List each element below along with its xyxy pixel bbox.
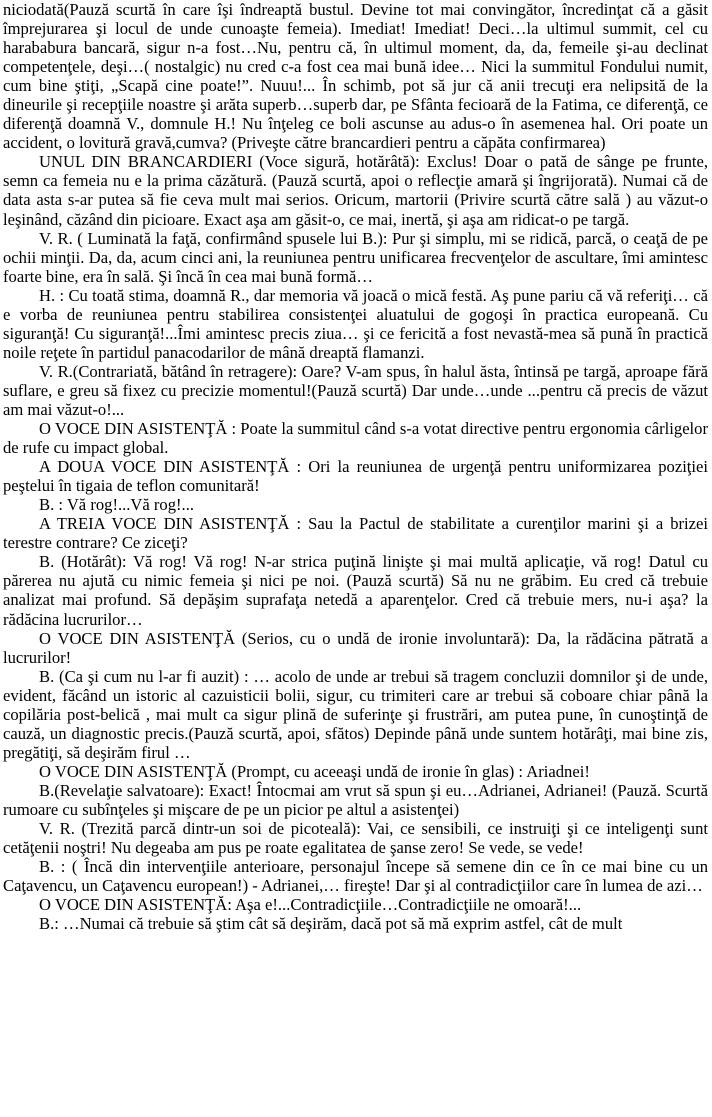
paragraph: O VOCE DIN ASISTENŢĂ (Prompt, cu aceeaşi undă de ironie în glas) : Ariadnei! — [39, 761, 590, 781]
paragraph: B. (Hotărât): Vă rog! Vă rog! N-ar strica puţină linişte şi mai multă aplicaţie, vă rog! Datul cu părerea nu ajută cu nimic femeia şi nici pe noi. (Pauză scurtă) Să nu ne grăbim. Eu cred că trebuie analizat mai profund. Să depăşim suprafaţa netedă a aparenţelor. Cred că trebuie mers, nu-i aşa? la rădăcina lucrurilor… — [3, 552, 708, 629]
paragraph: V. R. ( Luminată la faţă, confirmând spusele lui B.): Pur şi simplu, mi se ridică, parcă, o ceaţă de pe ochii minţii. Da, da, acum cinci ani, la reuniunea pentru unificarea frecvenţelor de ascultare, îmi amintesc foarte bine, era în sală. Şi încă în cea mai bună formă… — [3, 228, 708, 286]
paragraph: O VOCE DIN ASISTENŢĂ : Poate la summitul când s-a votat directive pentru ergonomia cârligelor de rufe cu impact global. — [3, 419, 708, 458]
paragraph: O VOCE DIN ASISTENŢĂ: Aşa e!...Contradicţiile…Contradicţiile ne omoară!... — [39, 895, 582, 915]
paragraph: A DOUA VOCE DIN ASISTENŢĂ : Ori la reuniunea de urgenţă pentru uniformizarea poziţiei peştelui în tigaia de teflon comunitară! — [3, 457, 708, 496]
paragraph: B. : Vă rog!...Vă rog!... — [39, 495, 194, 515]
paragraph: V. R. (Trezită parcă dintr-un soi de picoteală): Vai, ce sensibili, ce instruiţi şi ce inteligenţi sunt cetăţenii noştri! Nu degeaba am pus pe roate egalitatea de şanse zero! Se vede, se vede! — [3, 819, 708, 858]
paragraph: O VOCE DIN ASISTENŢĂ (Serios, cu o undă de ironie involuntară): Da, la rădăcina pătrată a lucrurilor! — [3, 628, 708, 667]
paragraph: B. : ( Încă din intervenţiile anterioare, personajul începe să semene din ce în ce mai bine cu un Caţavencu, un Caţavencu european!) - Adrianei,… fireşte! Dar şi al contradicţiilor care în lumea de azi… — [3, 857, 708, 896]
paragraph: UNUL DIN BRANCARDIERI (Voce sigură, hotărâtă): Exclus! Doar o pată de sânge pe frunte, semn ca femeia nu e la prima căzătură. (Pauză scurtă, apoi o reflecţie amară şi îngrijorată). Numai că de data asta s-ar putea să fie ceva mult mai serios. Oricum, martorii (Privire scurtă către sală ) au văzut-o leşinând, căzând din picioare. Exact aşa am găsit-o, ce mai, inertă, şi aşa am ridicat-o pe targă. — [3, 152, 708, 229]
paragraph: B. (Ca şi cum nu l-ar fi auzit) : … acolo de unde ar trebui să tragem concluzii domnilor şi de unde, evident, făcând un istoric al cazuisticii bolii, sigur, cu trimiteri care ar trebui să coboare chiar până la copilăria post-belică , mai mult ca sigur plină de suferinţe şi frustrări, am putea pune, în cunoştinţă de cauză, un diagnostic precis.(Pauză scurtă, apoi, sfătos) Depinde până unde suntem hotărâţi, mai bine zis, pregătiţi, să deşirăm firul … — [3, 666, 708, 762]
paragraph: B.: …Numai că trebuie să ştim cât să deşirăm, dacă pot să mă exprim astfel, cât de mult — [39, 914, 623, 934]
paragraph: B.(Revelaţie salvatoare): Exact! Întocmai am vrut să spun şi eu…Adrianei, Adrianei! (Pauză. Scurtă rumoare cu subînţeles şi mişcare de pe un picior pe altul a asistenţei) — [3, 780, 708, 819]
paragraph: H. : Cu toată stima, doamnă R., dar memoria vă joacă o mică festă. Aş pune pariu că vă referiţi… că e vorba de reuniunea pentru stabilirea consistenţei aluatului de gogoşi în practica europeană. Cu siguranţă! Cu siguranţă!...Îmi amintesc precis ziua… şi ce fericită a fost nevastă-mea să pună în practică noile reţete în partidul panacodarilor de mână dreaptă flamanzi. — [3, 285, 708, 362]
paragraph: niciodată(Pauză scurtă în care îşi îndreaptă bustul. Devine tot mai convingător, încredinţat că a găsit împrejurarea şi locul de unde cunoaşte femeia). Imediat! Imediat! Deci…la ultimul summit, cel cu harababura bancară, sigur n-a fost…Nu, pentru că, în ultimul moment, da, da, femeile şi-au declinat competenţele, deşi…( nostalgic) nu cred c-a fost cea mai bună idee… Nici la summitul Fondului numit, cum bine ştiţi, „Scapă cine poate!”. Nuuu!... În schimb, pot să jur că anii trecuţi era nelipsită de la dineurile şi recepţiile noastre şi arăta superb…superb dar, pe Sfânta fecioară de la Fatima, ce diferenţă, ce diferenţă doamnă V., domnule H.! Nu înţeleg ce boli ascunse au adus-o în asemenea hal. Ori poate un accident, o lovitură gravă,cumva? (Priveşte către brancardieri pentru a căpăta confirmarea) — [3, 0, 708, 153]
paragraph: A TREIA VOCE DIN ASISTENŢĂ : Sau la Pactul de stabilitate a curenţilor marini şi a brizei terestre contrare? Ce ziceţi? — [3, 514, 708, 553]
paragraph: V. R.(Contrariată, bătând în retragere): Oare? V-am spus, în halul ăsta, întinsă pe targă, aproape fără suflare, e greu să fixez cu precizie momentul!(Pauză scurtă) Dar unde…unde ...pentru că precis de văzut am mai văzut-o!... — [3, 361, 708, 419]
